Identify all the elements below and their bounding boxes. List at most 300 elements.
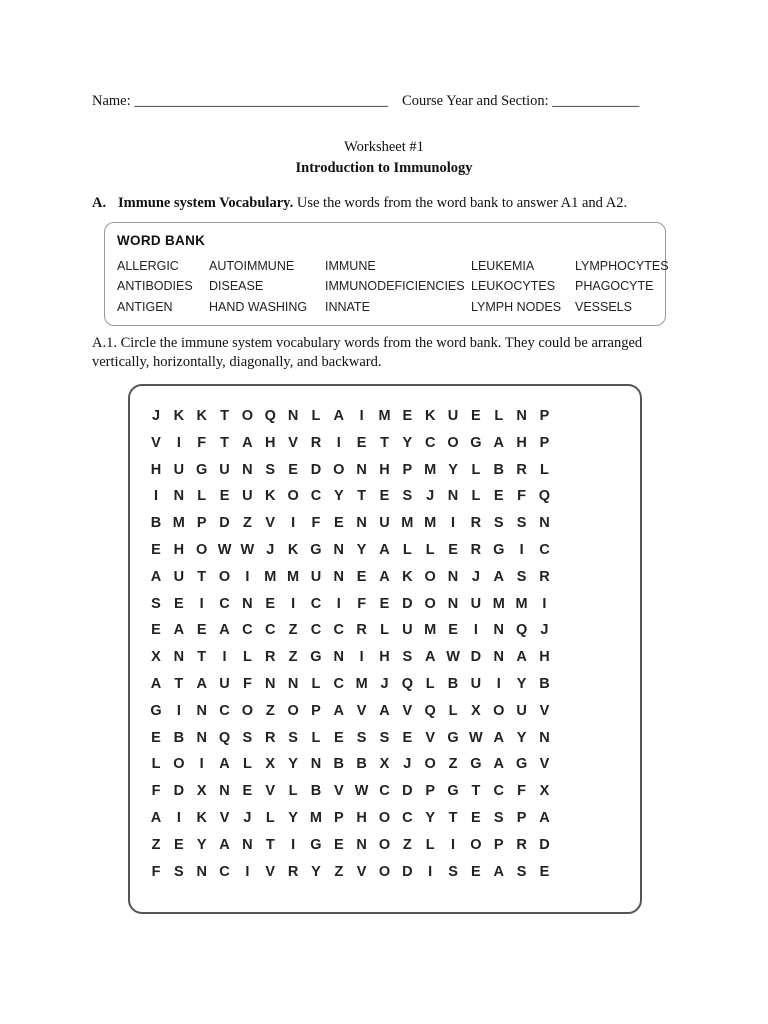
grid-letter[interactable]: M	[424, 622, 437, 639]
grid-letter[interactable]: L	[425, 676, 435, 692]
grid-letter[interactable]: O	[287, 702, 299, 719]
grid-letter[interactable]: S	[265, 461, 276, 478]
grid-letter[interactable]: D	[402, 863, 413, 880]
grid-letter[interactable]: M	[378, 408, 391, 424]
grid-letter[interactable]: D	[402, 783, 413, 800]
grid-letter[interactable]: Z	[402, 836, 412, 853]
grid-letter[interactable]: I	[199, 756, 204, 773]
grid-letter[interactable]: C	[219, 702, 230, 719]
grid-letter[interactable]: V	[151, 434, 161, 451]
grid-letter[interactable]: H	[539, 649, 550, 666]
grid-letter[interactable]: W	[240, 542, 255, 558]
grid-letter[interactable]: X	[151, 649, 161, 666]
grid-letter[interactable]: Q	[401, 676, 413, 692]
grid-letter[interactable]: L	[540, 461, 549, 478]
grid-letter[interactable]: A	[196, 676, 207, 692]
grid-letter[interactable]: F	[197, 434, 207, 451]
grid-letter[interactable]: H	[265, 434, 276, 451]
grid-letter[interactable]: L	[242, 756, 252, 773]
grid-letter[interactable]: N	[287, 676, 299, 692]
grid-letter[interactable]: I	[451, 836, 456, 853]
grid-letter[interactable]: P	[196, 515, 207, 532]
grid-letter[interactable]: N	[173, 488, 185, 505]
grid-letter[interactable]: Y	[448, 461, 458, 478]
grid-letter[interactable]: E	[402, 729, 413, 746]
grid-letter[interactable]: N	[333, 542, 345, 558]
grid-letter[interactable]: D	[219, 515, 230, 532]
grid-letter[interactable]: L	[288, 783, 298, 800]
grid-letter[interactable]: P	[516, 810, 527, 826]
grid-letter[interactable]: N	[356, 836, 367, 853]
grid-letter[interactable]: V	[356, 863, 367, 880]
grid-letter[interactable]: E	[379, 595, 390, 612]
grid-letter[interactable]: A	[379, 568, 390, 585]
grid-letter[interactable]: E	[174, 595, 184, 612]
grid-letter[interactable]: O	[333, 461, 345, 478]
grid-letter[interactable]: B	[333, 756, 345, 773]
grid-letter[interactable]: H	[516, 434, 527, 451]
grid-letter[interactable]: T	[265, 836, 275, 853]
grid-letter[interactable]: I	[291, 836, 296, 853]
grid-letter[interactable]: N	[447, 568, 459, 585]
grid-letter[interactable]: Q	[218, 729, 231, 746]
grid-letter[interactable]: F	[517, 488, 527, 505]
grid-letter[interactable]: A	[424, 649, 436, 666]
grid-letter[interactable]: J	[380, 676, 389, 692]
grid-letter[interactable]: K	[287, 542, 299, 558]
grid-letter[interactable]: E	[333, 836, 344, 853]
grid-letter[interactable]: E	[448, 622, 458, 639]
grid-letter[interactable]: U	[310, 568, 322, 585]
grid-letter[interactable]: Q	[264, 408, 276, 424]
grid-letter[interactable]: B	[447, 676, 459, 692]
grid-letter[interactable]: X	[196, 783, 207, 800]
grid-letter[interactable]: I	[428, 863, 433, 880]
grid-letter[interactable]: V	[265, 863, 276, 880]
grid-letter[interactable]: L	[402, 542, 412, 558]
grid-letter[interactable]: N	[333, 568, 345, 585]
grid-letter[interactable]: Z	[242, 515, 252, 532]
grid-letter[interactable]: M	[492, 595, 505, 612]
grid-letter[interactable]: B	[356, 756, 367, 773]
grid-letter[interactable]: E	[471, 863, 481, 880]
grid-letter[interactable]: H	[173, 542, 185, 558]
grid-letter[interactable]: L	[311, 729, 321, 746]
grid-letter[interactable]: C	[242, 622, 253, 639]
grid-letter[interactable]: L	[425, 836, 435, 853]
grid-letter[interactable]: H	[379, 461, 390, 478]
grid-letter[interactable]: Y	[288, 756, 298, 773]
grid-letter[interactable]: Z	[334, 863, 344, 880]
grid-letter[interactable]: N	[447, 488, 459, 505]
grid-letter[interactable]: L	[494, 408, 504, 424]
grid-letter[interactable]: F	[357, 595, 367, 612]
grid-letter[interactable]: O	[218, 568, 231, 585]
grid-letter[interactable]: B	[310, 783, 322, 800]
grid-letter[interactable]: I	[359, 408, 364, 424]
grid-letter[interactable]: A	[516, 649, 527, 666]
grid-letter[interactable]: A	[150, 568, 162, 585]
grid-letter[interactable]: C	[333, 622, 345, 639]
grid-letter[interactable]: F	[311, 515, 321, 532]
grid-letter[interactable]: K	[196, 810, 207, 826]
grid-letter[interactable]: S	[151, 595, 161, 612]
grid-letter[interactable]: T	[197, 649, 207, 666]
grid-letter[interactable]: H	[379, 649, 390, 666]
grid-letter[interactable]: P	[425, 783, 436, 800]
grid-letter[interactable]: O	[173, 756, 185, 773]
grid-letter[interactable]: V	[219, 810, 230, 826]
grid-letter[interactable]: E	[356, 434, 367, 451]
grid-letter[interactable]: U	[173, 461, 185, 478]
grid-letter[interactable]: F	[242, 676, 252, 692]
grid-letter[interactable]: I	[153, 488, 159, 505]
grid-letter[interactable]: M	[355, 676, 368, 692]
grid-letter[interactable]: Y	[288, 810, 298, 826]
grid-letter[interactable]: A	[539, 810, 550, 826]
grid-letter[interactable]: I	[245, 568, 250, 585]
grid-letter[interactable]: T	[471, 783, 481, 800]
grid-letter[interactable]: R	[310, 434, 322, 451]
grid-letter[interactable]: O	[241, 408, 254, 424]
grid-letter[interactable]: E	[471, 408, 481, 424]
grid-letter[interactable]: V	[356, 702, 367, 719]
grid-letter[interactable]: G	[515, 756, 528, 773]
grid-letter[interactable]: E	[196, 622, 207, 639]
grid-letter[interactable]: E	[151, 622, 161, 639]
grid-letter[interactable]: U	[470, 676, 482, 692]
grid-letter[interactable]: A	[150, 676, 162, 692]
grid-letter[interactable]: Z	[288, 622, 298, 639]
grid-letter[interactable]: A	[219, 622, 230, 639]
grid-letter[interactable]: Z	[448, 756, 458, 773]
grid-letter[interactable]: R	[539, 568, 550, 585]
grid-letter[interactable]: L	[265, 810, 275, 826]
grid-letter[interactable]: A	[493, 756, 504, 773]
grid-letter[interactable]: F	[151, 783, 161, 800]
grid-letter[interactable]: E	[448, 542, 458, 558]
grid-letter[interactable]: J	[471, 568, 480, 585]
grid-letter[interactable]: O	[424, 595, 436, 612]
grid-letter[interactable]: U	[379, 515, 390, 532]
grid-letter[interactable]: N	[447, 595, 459, 612]
grid-letter[interactable]: Y	[311, 863, 321, 880]
grid-letter[interactable]: N	[539, 515, 550, 532]
grid-letter[interactable]: V	[539, 756, 550, 773]
grid-letter[interactable]: I	[176, 702, 181, 719]
grid-letter[interactable]: N	[196, 729, 207, 746]
grid-letter[interactable]: W	[446, 649, 460, 666]
grid-letter[interactable]: M	[287, 568, 300, 585]
grid-letter[interactable]: E	[379, 488, 390, 505]
grid-letter[interactable]: C	[333, 676, 345, 692]
grid-letter[interactable]: S	[516, 568, 527, 585]
grid-letter[interactable]: E	[333, 515, 344, 532]
grid-letter[interactable]: B	[150, 515, 162, 532]
grid-letter[interactable]: R	[356, 622, 367, 639]
grid-letter[interactable]: R	[265, 729, 276, 746]
grid-letter[interactable]: N	[173, 649, 185, 666]
grid-letter[interactable]: K	[196, 408, 207, 424]
grid-letter[interactable]: O	[424, 756, 436, 773]
grid-letter[interactable]: O	[424, 568, 436, 585]
grid-letter[interactable]: S	[493, 515, 504, 532]
grid-letter[interactable]: I	[291, 515, 296, 532]
grid-letter[interactable]: E	[242, 783, 253, 800]
grid-letter[interactable]: G	[470, 756, 482, 773]
grid-letter[interactable]: C	[539, 542, 550, 558]
grid-letter[interactable]: N	[356, 461, 367, 478]
grid-letter[interactable]: H	[150, 461, 162, 478]
grid-letter[interactable]: E	[356, 568, 367, 585]
grid-letter[interactable]: R	[265, 649, 276, 666]
grid-letter[interactable]: T	[357, 488, 367, 505]
grid-letter[interactable]: G	[196, 461, 208, 478]
grid-letter[interactable]: M	[401, 515, 414, 532]
grid-letter[interactable]: L	[311, 676, 321, 692]
grid-letter[interactable]: E	[333, 729, 344, 746]
grid-letter[interactable]: O	[447, 434, 459, 451]
grid-letter[interactable]: J	[266, 542, 275, 558]
grid-letter[interactable]: U	[173, 568, 185, 585]
grid-letter[interactable]: E	[174, 836, 184, 853]
grid-letter[interactable]: M	[172, 515, 185, 532]
grid-letter[interactable]: S	[174, 863, 184, 880]
grid-letter[interactable]: S	[288, 729, 298, 746]
grid-letter[interactable]: O	[241, 702, 254, 719]
grid-letter[interactable]: A	[150, 810, 162, 826]
grid-letter[interactable]: K	[173, 408, 185, 424]
grid-letter[interactable]: S	[402, 649, 413, 666]
grid-letter[interactable]: N	[287, 408, 299, 424]
grid-letter[interactable]: I	[451, 515, 456, 532]
grid-letter[interactable]: A	[219, 756, 230, 773]
grid-letter[interactable]: G	[470, 434, 482, 451]
grid-letter[interactable]: N	[242, 461, 253, 478]
grid-letter[interactable]: I	[176, 810, 181, 826]
grid-letter[interactable]: G	[493, 542, 505, 558]
grid-letter[interactable]: S	[448, 863, 458, 880]
grid-letter[interactable]: A	[493, 568, 504, 585]
grid-letter[interactable]: G	[150, 702, 162, 719]
grid-letter[interactable]: Y	[402, 434, 413, 451]
grid-letter[interactable]: L	[151, 756, 161, 773]
grid-letter[interactable]: G	[310, 836, 322, 853]
grid-letter[interactable]: A	[493, 434, 504, 451]
grid-letter[interactable]: K	[402, 568, 413, 585]
grid-letter[interactable]: V	[265, 515, 276, 532]
grid-letter[interactable]: O	[378, 863, 391, 880]
grid-letter[interactable]: Q	[515, 622, 528, 639]
grid-letter[interactable]: A	[333, 408, 345, 424]
grid-letter[interactable]: S	[356, 729, 367, 746]
grid-letter[interactable]: I	[291, 595, 296, 612]
grid-letter[interactable]: O	[493, 702, 505, 719]
grid-letter[interactable]: L	[197, 488, 207, 505]
grid-letter[interactable]: P	[333, 810, 344, 826]
grid-letter[interactable]: T	[380, 434, 389, 451]
grid-letter[interactable]: E	[151, 542, 161, 558]
grid-letter[interactable]: S	[516, 863, 527, 880]
grid-letter[interactable]: G	[310, 649, 322, 666]
grid-letter[interactable]: R	[470, 542, 482, 558]
grid-letter[interactable]: I	[542, 595, 547, 612]
grid-letter[interactable]: P	[539, 408, 550, 424]
grid-letter[interactable]: X	[379, 756, 390, 773]
grid-letter[interactable]: P	[311, 702, 321, 719]
grid-letter[interactable]: C	[379, 783, 390, 800]
grid-letter[interactable]: O	[470, 836, 482, 853]
grid-letter[interactable]: G	[447, 783, 459, 800]
grid-letter[interactable]: L	[380, 622, 389, 639]
grid-letter[interactable]: V	[333, 783, 344, 800]
grid-letter[interactable]: I	[245, 863, 250, 880]
grid-letter[interactable]: U	[470, 595, 482, 612]
grid-letter[interactable]: Z	[151, 836, 161, 853]
grid-letter[interactable]: D	[310, 461, 322, 478]
grid-letter[interactable]: M	[424, 461, 437, 478]
grid-letter[interactable]: T	[197, 568, 207, 585]
grid-letter[interactable]: I	[359, 649, 364, 666]
grid-letter[interactable]: L	[471, 488, 481, 505]
grid-letter[interactable]: N	[196, 702, 207, 719]
grid-letter[interactable]: S	[493, 810, 504, 826]
grid-letter[interactable]: D	[402, 595, 413, 612]
grid-letter[interactable]: P	[493, 836, 504, 853]
grid-letter[interactable]: C	[310, 488, 322, 505]
grid-letter[interactable]: I	[222, 649, 227, 666]
grid-letter[interactable]: V	[402, 702, 413, 719]
grid-letter[interactable]: U	[516, 702, 527, 719]
grid-letter[interactable]: A	[242, 434, 253, 451]
grid-letter[interactable]: N	[242, 836, 253, 853]
grid-letter[interactable]: D	[539, 836, 550, 853]
grid-letter[interactable]: T	[174, 676, 184, 692]
grid-letter[interactable]: N	[356, 515, 367, 532]
grid-letter[interactable]: X	[539, 783, 550, 800]
grid-letter[interactable]: W	[469, 729, 483, 746]
grid-letter[interactable]: I	[336, 434, 341, 451]
grid-letter[interactable]: J	[426, 488, 435, 505]
grid-letter[interactable]: J	[540, 622, 549, 639]
grid-letter[interactable]: Q	[424, 702, 436, 719]
grid-letter[interactable]: N	[310, 756, 322, 773]
grid-letter[interactable]: S	[242, 729, 253, 746]
grid-letter[interactable]: C	[265, 622, 276, 639]
grid-letter[interactable]: O	[196, 542, 208, 558]
grid-letter[interactable]: N	[493, 649, 504, 666]
grid-letter[interactable]: U	[402, 622, 413, 639]
grid-letter[interactable]: N	[493, 622, 504, 639]
grid-letter[interactable]: C	[310, 595, 322, 612]
grid-letter[interactable]: U	[447, 408, 459, 424]
grid-letter[interactable]: N	[333, 649, 345, 666]
grid-letter[interactable]: R	[516, 836, 527, 853]
grid-letter[interactable]: B	[173, 729, 185, 746]
grid-letter[interactable]: C	[310, 622, 322, 639]
grid-letter[interactable]: Y	[425, 810, 436, 826]
grid-letter[interactable]: V	[265, 783, 276, 800]
grid-letter[interactable]: Z	[265, 702, 275, 719]
grid-letter[interactable]: L	[311, 408, 321, 424]
grid-letter[interactable]: X	[265, 756, 276, 773]
grid-letter[interactable]: T	[220, 408, 229, 424]
grid-letter[interactable]: O	[378, 810, 391, 826]
grid-letter[interactable]: N	[219, 783, 230, 800]
grid-letter[interactable]: Y	[516, 729, 527, 746]
grid-letter[interactable]: P	[402, 461, 413, 478]
grid-letter[interactable]: K	[265, 488, 276, 505]
grid-letter[interactable]: I	[176, 434, 181, 451]
grid-letter[interactable]: C	[493, 783, 504, 800]
grid-letter[interactable]: W	[354, 783, 369, 800]
grid-letter[interactable]: E	[151, 729, 161, 746]
grid-letter[interactable]: Y	[333, 488, 344, 505]
grid-letter[interactable]: B	[539, 676, 550, 692]
grid-letter[interactable]: N	[196, 863, 207, 880]
grid-letter[interactable]: D	[470, 649, 482, 666]
grid-letter[interactable]: A	[333, 702, 345, 719]
grid-letter[interactable]: Y	[516, 676, 527, 692]
grid-letter[interactable]: A	[493, 863, 504, 880]
grid-letter[interactable]: M	[424, 515, 437, 532]
grid-letter[interactable]: E	[265, 595, 276, 612]
grid-letter[interactable]: C	[424, 434, 436, 451]
grid-letter[interactable]: D	[173, 783, 185, 800]
grid-letter[interactable]: A	[493, 729, 504, 746]
grid-letter[interactable]: M	[515, 595, 528, 612]
grid-letter[interactable]: S	[379, 729, 390, 746]
grid-letter[interactable]: T	[448, 810, 458, 826]
grid-letter[interactable]: O	[287, 488, 299, 505]
grid-letter[interactable]: V	[539, 702, 550, 719]
grid-letter[interactable]: M	[309, 810, 322, 826]
grid-letter[interactable]: V	[288, 434, 298, 451]
grid-letter[interactable]: J	[403, 756, 412, 773]
grid-letter[interactable]: Q	[538, 488, 551, 505]
grid-letter[interactable]: J	[243, 810, 252, 826]
grid-letter[interactable]: U	[219, 461, 230, 478]
grid-letter[interactable]: A	[379, 702, 390, 719]
grid-letter[interactable]: Z	[288, 649, 298, 666]
grid-letter[interactable]: X	[471, 702, 481, 719]
grid-letter[interactable]: E	[288, 461, 298, 478]
grid-letter[interactable]: G	[310, 542, 322, 558]
grid-letter[interactable]: Y	[196, 836, 207, 853]
grid-letter[interactable]: G	[447, 729, 459, 746]
grid-letter[interactable]: Y	[356, 542, 367, 558]
grid-letter[interactable]: C	[219, 595, 230, 612]
grid-letter[interactable]: R	[470, 515, 482, 532]
grid-letter[interactable]: N	[242, 595, 253, 612]
grid-letter[interactable]: L	[471, 461, 481, 478]
grid-letter[interactable]: E	[471, 810, 481, 826]
grid-letter[interactable]: E	[539, 863, 550, 880]
grid-letter[interactable]: F	[517, 783, 527, 800]
grid-letter[interactable]: K	[424, 408, 436, 424]
grid-letter[interactable]: B	[493, 461, 504, 478]
grid-letter[interactable]: U	[219, 676, 230, 692]
grid-letter[interactable]: I	[336, 595, 341, 612]
grid-letter[interactable]: W	[217, 542, 232, 558]
grid-letter[interactable]: P	[539, 434, 550, 451]
grid-letter[interactable]: E	[493, 488, 504, 505]
grid-letter[interactable]: N	[539, 729, 550, 746]
grid-letter[interactable]: I	[473, 622, 478, 639]
grid-letter[interactable]: I	[519, 542, 524, 558]
grid-letter[interactable]: I	[199, 595, 204, 612]
grid-letter[interactable]: L	[425, 542, 435, 558]
